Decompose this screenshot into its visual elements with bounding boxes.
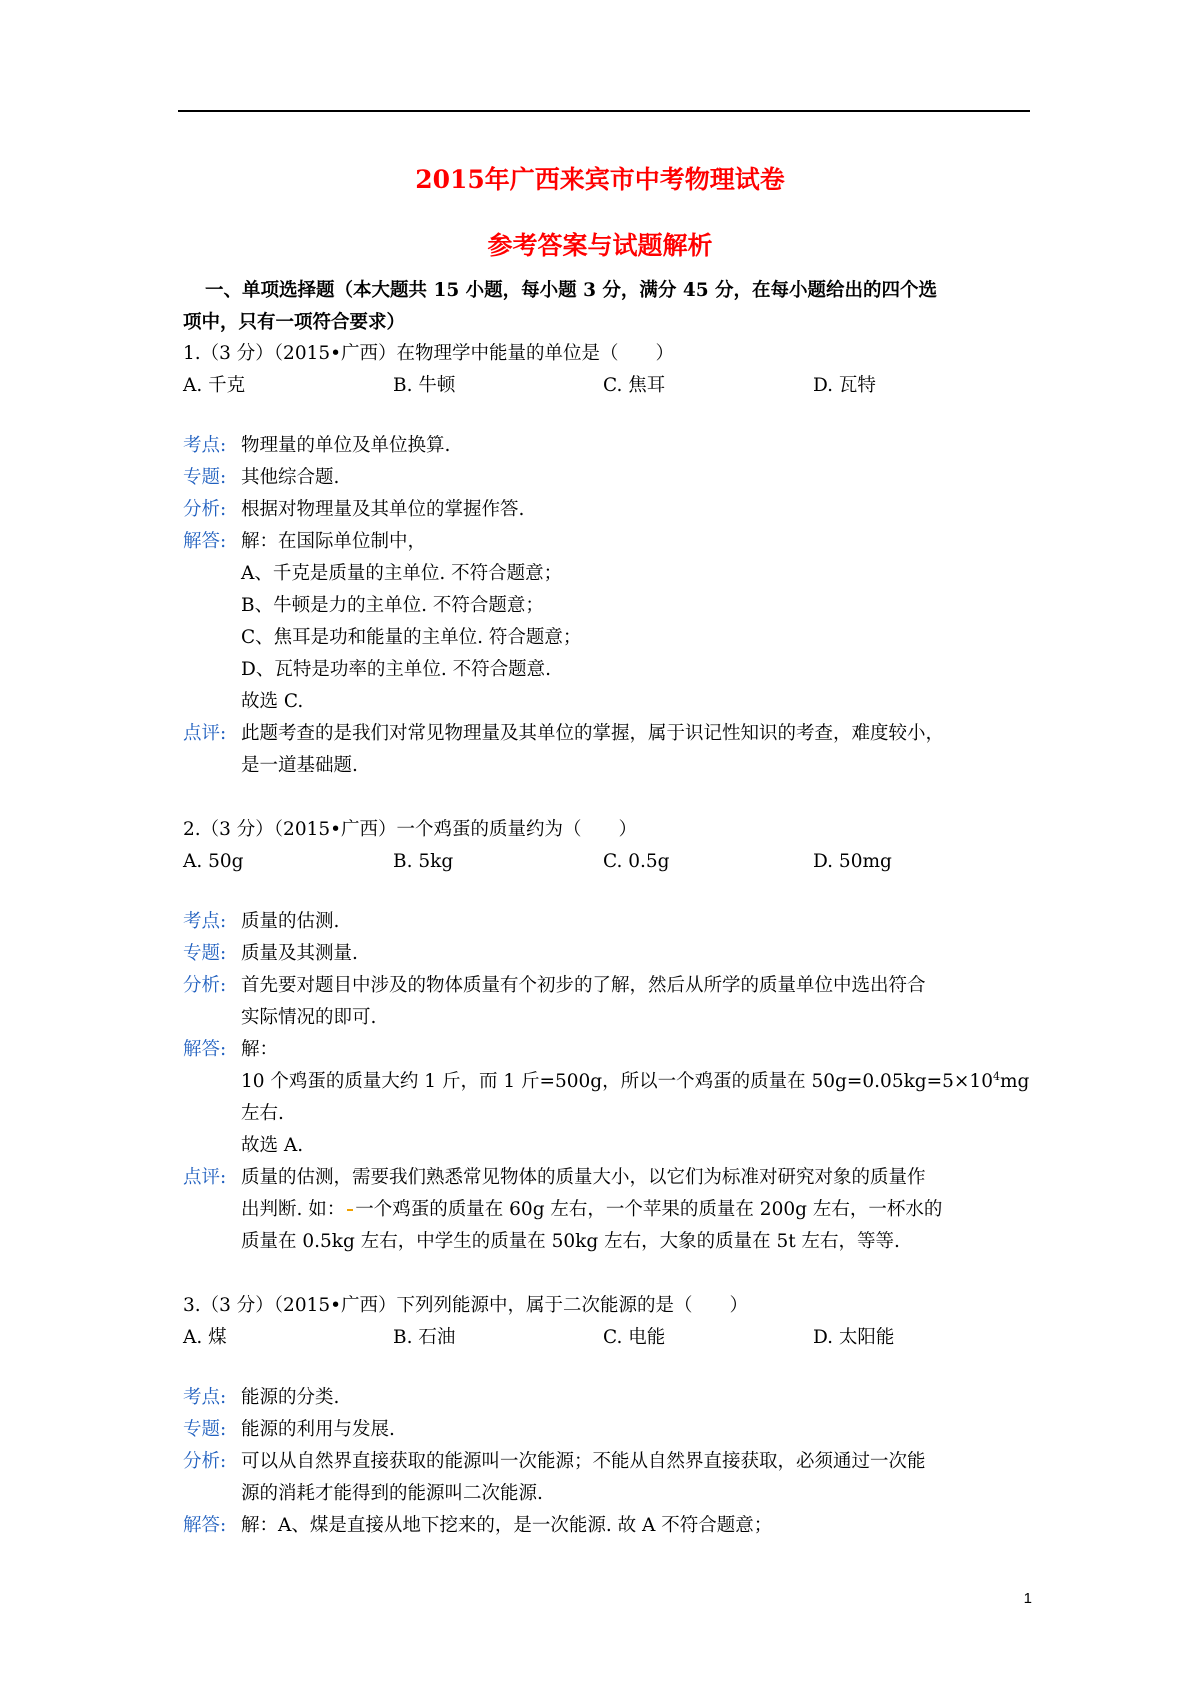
- q2-dianping: [183, 1162, 1033, 1194]
- q2-kaodian: [183, 906, 1033, 938]
- q3-kaodian: [183, 1382, 1033, 1414]
- q1-jieda-line-1: 解：在国际单位制中，: [241, 531, 427, 552]
- q1-fenxi-text: 根据对物理量及其单位的掌握作答.: [241, 499, 525, 520]
- q1-dianping: [183, 718, 1033, 750]
- q2-jieda-exponent: 4: [992, 1069, 1000, 1083]
- q3-stem: 3.（3 分）（2015•广西）下列列能源中，属于二次能源的是（ ）: [183, 1295, 749, 1316]
- label-dianping: 点评:: [183, 1167, 227, 1188]
- q2-dianping-line-2: [183, 1194, 1033, 1226]
- q2-fenxi-line-1: 首先要对题目中涉及的物体质量有个初步的了解，然后从所学的质量单位中选出符合: [241, 975, 926, 996]
- q3-option-c: C. 电能: [603, 1327, 666, 1348]
- header-rule: [178, 110, 1030, 112]
- q2-jieda-line-2: 左右.: [241, 1103, 284, 1124]
- q1-option-d: D. 瓦特: [813, 375, 876, 396]
- section-heading: [183, 275, 1033, 339]
- q1-analysis: [183, 430, 1033, 782]
- q3-fenxi: [183, 1446, 1033, 1478]
- label-jieda: 解答:: [183, 531, 227, 552]
- q1-zhuanti-text: 其他综合题.: [241, 467, 340, 488]
- q2-jieda-line-3: 故选 A.: [241, 1135, 304, 1156]
- q1-zhuanti: [183, 462, 1033, 494]
- q2-option-c: C. 0.5g: [603, 851, 670, 872]
- q2-zhuanti-text: 质量及其测量.: [241, 943, 358, 964]
- q2-jieda: [183, 1034, 1033, 1066]
- q2-dianping-line-2b: 一个鸡蛋的质量在 60g 左右，一个苹果的质量在 200g 左右，一杯水的: [355, 1199, 943, 1220]
- q1-dianping-line-2: 是一道基础题.: [241, 755, 358, 776]
- q2-option-b: B. 5kg: [393, 851, 454, 872]
- q1-jieda: [183, 526, 1033, 558]
- q3-kaodian-text: 能源的分类.: [241, 1387, 340, 1408]
- q2-option-a: A. 50g: [183, 851, 244, 872]
- cursor-mark: [347, 1209, 353, 1211]
- q2-option-d: D. 50mg: [813, 851, 892, 872]
- q3-option-b: B. 石油: [393, 1327, 456, 1348]
- q3-fenxi-line-1: 可以从自然界直接获取的能源叫一次能源；不能从自然界直接获取，必须通过一次能: [241, 1451, 926, 1472]
- q1-jieda-line-3: B、牛顿是力的主单位. 不符合题意；: [241, 595, 544, 616]
- q2-jieda-line-1: [183, 1066, 1033, 1098]
- q1-kaodian-text: 物理量的单位及单位换算.: [241, 435, 451, 456]
- q1-fenxi: [183, 494, 1033, 526]
- section-line-2: 项中，只有一项符合要求）: [183, 312, 406, 333]
- q2-jieda-line-1-text: 10 个鸡蛋的质量大约 1 斤，而 1 斤=500g，所以一个鸡蛋的质量在 50g=0.05kg=5×10: [241, 1071, 993, 1092]
- q1-option-b: B. 牛顿: [393, 375, 456, 396]
- q3-fenxi-line-2: 源的消耗才能得到的能源叫二次能源.: [241, 1483, 543, 1504]
- label-jieda: 解答:: [183, 1515, 227, 1536]
- label-fenxi: 分析:: [183, 975, 227, 996]
- label-jieda: 解答:: [183, 1039, 227, 1060]
- page-number: 1: [1023, 1590, 1032, 1607]
- label-kaodian: 考点:: [183, 1387, 227, 1408]
- q3-zhuanti-text: 能源的利用与发展.: [241, 1419, 395, 1440]
- q1-jieda-line-5: D、瓦特是功率的主单位. 不符合题意.: [241, 659, 551, 680]
- q2-dianping-line-1: 质量的估测，需要我们熟悉常见物体的质量大小，以它们为标准对研究对象的质量作: [241, 1167, 926, 1188]
- q1-stem: 1.（3 分）（2015•广西）在物理学中能量的单位是（ ）: [183, 343, 675, 364]
- q1-option-a: A. 千克: [183, 375, 246, 396]
- q1-jieda-line-2: A、千克是质量的主单位. 不符合题意；: [241, 563, 563, 584]
- q3-option-a: A. 煤: [183, 1327, 227, 1348]
- label-kaodian: 考点:: [183, 435, 227, 456]
- q2-dianping-line-3: 质量在 0.5kg 左右，中学生的质量在 50kg 左右，大象的质量在 5t 左右，等等.: [241, 1231, 900, 1252]
- q3-jieda-line-1: 解：A、煤是直接从地下挖来的，是一次能源. 故 A 不符合题意；: [241, 1515, 773, 1536]
- q2-options: [183, 846, 1033, 878]
- q1-dianping-line-1: 此题考查的是我们对常见物理量及其单位的掌握，属于识记性知识的考查，难度较小，: [241, 723, 945, 744]
- q2-jieda-first: 解：: [241, 1039, 279, 1060]
- q2-jieda-unit: mg: [999, 1071, 1030, 1092]
- q1-option-c: C. 焦耳: [603, 375, 666, 396]
- q2-fenxi: [183, 970, 1033, 1002]
- q1-options: [183, 370, 1033, 402]
- q2-dianping-line-2a: 出判断. 如：: [241, 1199, 346, 1220]
- q2-fenxi-line-2: 实际情况的即可.: [241, 1007, 377, 1028]
- q1-jieda-line-4: C、焦耳是功和能量的主单位. 符合题意；: [241, 627, 582, 648]
- label-zhuanti: 专题:: [183, 943, 227, 964]
- label-dianping: 点评:: [183, 723, 227, 744]
- q2-stem: 2.（3 分）（2015•广西）一个鸡蛋的质量约为（ ）: [183, 819, 638, 840]
- q2-zhuanti: [183, 938, 1033, 970]
- label-zhuanti: 专题:: [183, 1419, 227, 1440]
- q3-option-d: D. 太阳能: [813, 1327, 895, 1348]
- label-kaodian: 考点:: [183, 911, 227, 932]
- q3-options: [183, 1322, 1033, 1354]
- q1-kaodian: [183, 430, 1033, 462]
- q1-jieda-line-6: 故选 C.: [241, 691, 304, 712]
- q3-jieda: [183, 1510, 1033, 1542]
- label-fenxi: 分析:: [183, 499, 227, 520]
- q2-analysis: [183, 906, 1033, 1258]
- page-title: 2015年广西来宾市中考物理试卷: [415, 165, 785, 194]
- q3-zhuanti: [183, 1414, 1033, 1446]
- section-line-1: 一、单项选择题（本大题共 15 小题，每小题 3 分，满分 45 分，在每小题给出的四个选: [205, 280, 938, 301]
- label-zhuanti: 专题:: [183, 467, 227, 488]
- q2-kaodian-text: 质量的估测.: [241, 911, 340, 932]
- label-fenxi: 分析:: [183, 1451, 227, 1472]
- q3-analysis: [183, 1382, 1033, 1542]
- page-subtitle: 参考答案与试题解析: [487, 231, 713, 260]
